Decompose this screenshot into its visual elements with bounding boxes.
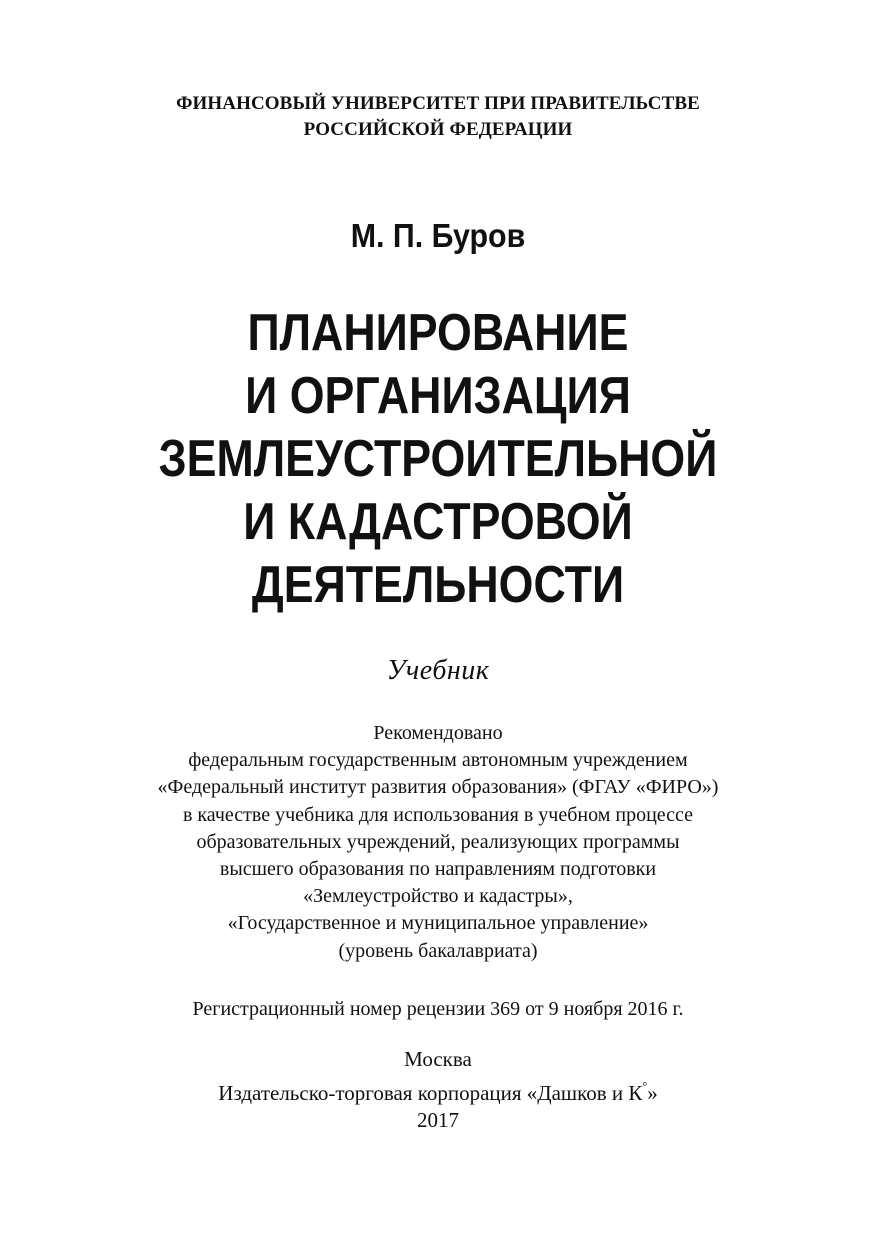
- title-line-2: И ОРГАНИЗАЦИЯ: [245, 367, 631, 425]
- title-line-3: ЗЕМЛЕУСТРОИТЕЛЬНОЙ: [158, 430, 718, 488]
- organization-line-1: ФИНАНСОВЫЙ УНИВЕРСИТЕТ ПРИ ПРАВИТЕЛЬСТВЕ: [176, 93, 700, 114]
- author-name: М. П. Буров: [350, 217, 526, 254]
- imprint-block: [0, 1046, 876, 1134]
- publisher-degree-mark: °: [642, 1079, 648, 1093]
- title-line-1: ПЛАНИРОВАНИЕ: [247, 304, 629, 362]
- recommendation-line-4: в качестве учебника для использования в учебном процессе: [182, 803, 694, 826]
- recommendation-line-6: высшего образования по направлениям подготовки: [219, 858, 657, 881]
- publisher-name: Издательско-торговая корпорация «Дашков и К: [218, 1081, 643, 1105]
- recommendation-line-7: «Землеустройство и кадастры»,: [303, 885, 573, 908]
- imprint-publisher: [0, 1073, 876, 1107]
- recommendation-line-9: (уровень бакалавриата): [338, 939, 538, 962]
- book-genre: Учебник: [386, 655, 490, 686]
- imprint-year: 2017: [417, 1108, 459, 1132]
- recommendation-line-2: федеральным государственным автономным учреждением: [188, 749, 688, 772]
- recommendation-line-8: «Государственное и муниципальное управление»: [227, 912, 649, 935]
- recommendation-line-1: Рекомендовано: [373, 722, 503, 744]
- recommendation-line-3: «Федеральный институт развития образования» (ФГАУ «ФИРО»): [157, 776, 719, 799]
- registration-number: Регистрационный номер рецензии 369 от 9 ноября 2016 г.: [192, 998, 684, 1020]
- publisher-quote-close: »: [647, 1081, 658, 1105]
- recommendation-block: [0, 720, 876, 965]
- imprint-city: Москва: [404, 1047, 472, 1071]
- recommendation-line-5: образовательных учреждений, реализующих программы: [196, 830, 680, 853]
- organization-line-2: РОССИЙСКОЙ ФЕДЕРАЦИИ: [303, 119, 573, 140]
- book-title: [61, 302, 814, 617]
- title-line-4: И КАДАСТРОВОЙ: [243, 493, 633, 551]
- organization-heading: [0, 91, 876, 143]
- title-line-5: ДЕЯТЕЛЬНОСТИ: [251, 556, 625, 614]
